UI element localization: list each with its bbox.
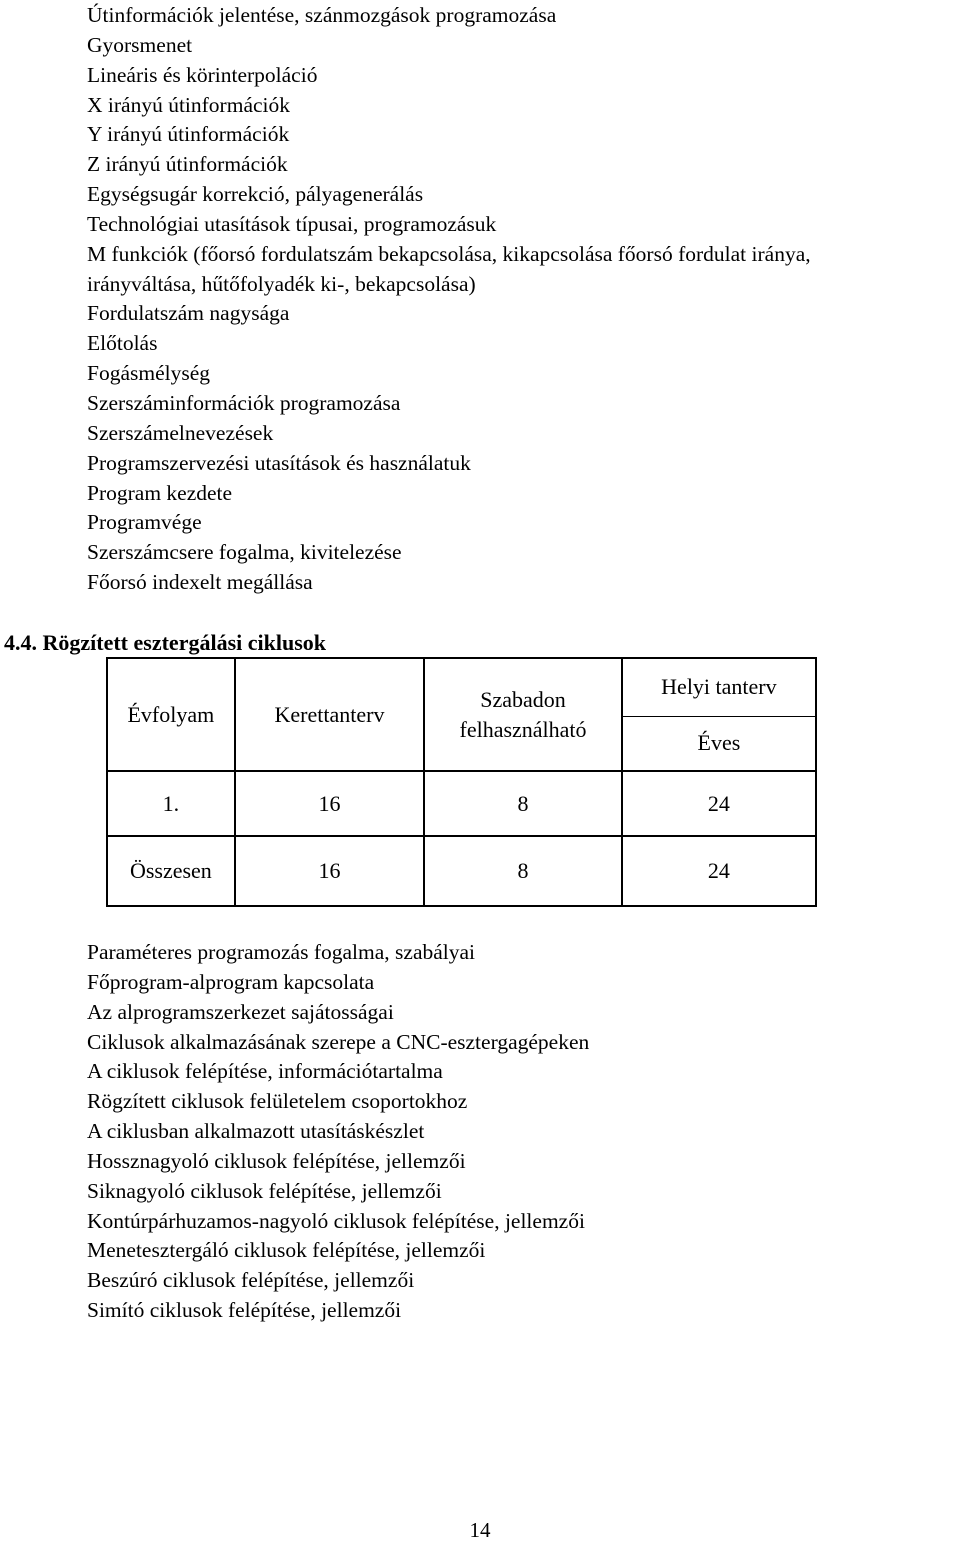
list-item: Menetesztergáló ciklusok felépítése, jellemzői [87,1238,486,1263]
header-szabadon [424,658,622,771]
header-helyi-tanterv: Helyi tanterv [622,658,816,716]
list-item: Programszervezési utasítások és használatuk [87,450,471,475]
list-item: Siknagyoló ciklusok felépítése, jellemzői [87,1178,442,1203]
header-evfolyam: Évfolyam [107,658,235,771]
list-item: Programvége [87,510,202,535]
list-item: Főprogram-alprogram kapcsolata [87,969,375,994]
list-item: Ciklusok alkalmazásának szerepe a CNC-esztergagépeken [87,1029,590,1054]
list-item: X irányú útinformációk [87,92,291,117]
list-item: Fogásmélység [87,361,211,386]
list-item: Y irányú útinformációk [87,122,290,147]
header-szabadon-line1: Szabadon [480,686,566,712]
list-item: Fordulatszám nagysága [87,301,290,326]
list-item: M funkciók (főorsó fordulatszám bekapcsolása, kikapcsolása főorsó fordulat iránya, [87,241,811,266]
list-item: Szerszáminformációk programozása [87,390,401,415]
list-item: irányváltása, hűtőfolyadék ki-, bekapcsolása) [87,271,476,296]
page-number: 14 [469,1518,491,1542]
cell-evfolyam: Összesen [107,836,235,906]
header-szabadon-line2: felhasználható [459,716,587,742]
list-item: Útinformációk jelentése, szánmozgások programozása [87,3,557,27]
list-item: Rögzített ciklusok felületelem csoportokhoz [87,1089,468,1114]
list-item: Hossznagyoló ciklusok felépítése, jellemzői [87,1148,466,1173]
list-item: Egységsugár korrekció, pályagenerálás [87,182,424,207]
list-item: Lineáris és körinterpoláció [87,62,318,87]
header-kerettanterv: Kerettanterv [235,658,425,771]
header-eves: Éves [622,716,816,771]
cell-kerettanterv: 16 [235,836,425,906]
list-item: Szerszámcsere fogalma, kivitelezése [87,540,402,565]
cell-kerettanterv: 16 [235,771,425,836]
list-item: Főorsó indexelt megállása [87,570,313,595]
list-item: Kontúrpárhuzamos-nagyoló ciklusok felépítése, jellemzői [87,1208,585,1233]
list-item: Program kezdete [87,480,233,505]
list-item: Z irányú útinformációk [87,152,288,177]
cell-szabadon: 8 [424,771,622,836]
cell-szabadon: 8 [424,836,622,906]
list-item: A ciklusok felépítése, információtartalma [87,1059,443,1084]
list-item: A ciklusban alkalmazott utasításkészlet [87,1119,425,1144]
cell-evfolyam: 1. [107,771,235,836]
section-heading: 4.4. Rögzített esztergálási ciklusok [4,630,326,655]
hours-table [106,657,817,907]
cell-eves: 24 [622,771,816,836]
list-item: Az alprogramszerkezet sajátosságai [87,999,394,1024]
list-item: Paraméteres programozás fogalma, szabályai [87,940,476,964]
cell-eves: 24 [622,836,816,906]
list-item: Beszúró ciklusok felépítése, jellemzői [87,1268,415,1293]
list-item: Gyorsmenet [87,32,193,57]
topic-list-bottom [87,938,589,1326]
list-item: Szerszámelnevezések [87,420,274,445]
table-row [107,836,816,906]
list-item: Simító ciklusok felépítése, jellemzői [87,1298,402,1323]
topic-list-top [87,1,811,598]
list-item: Technológiai utasítások típusai, programozásuk [87,211,497,236]
list-item: Előtolás [87,331,158,356]
table-row [107,771,816,836]
